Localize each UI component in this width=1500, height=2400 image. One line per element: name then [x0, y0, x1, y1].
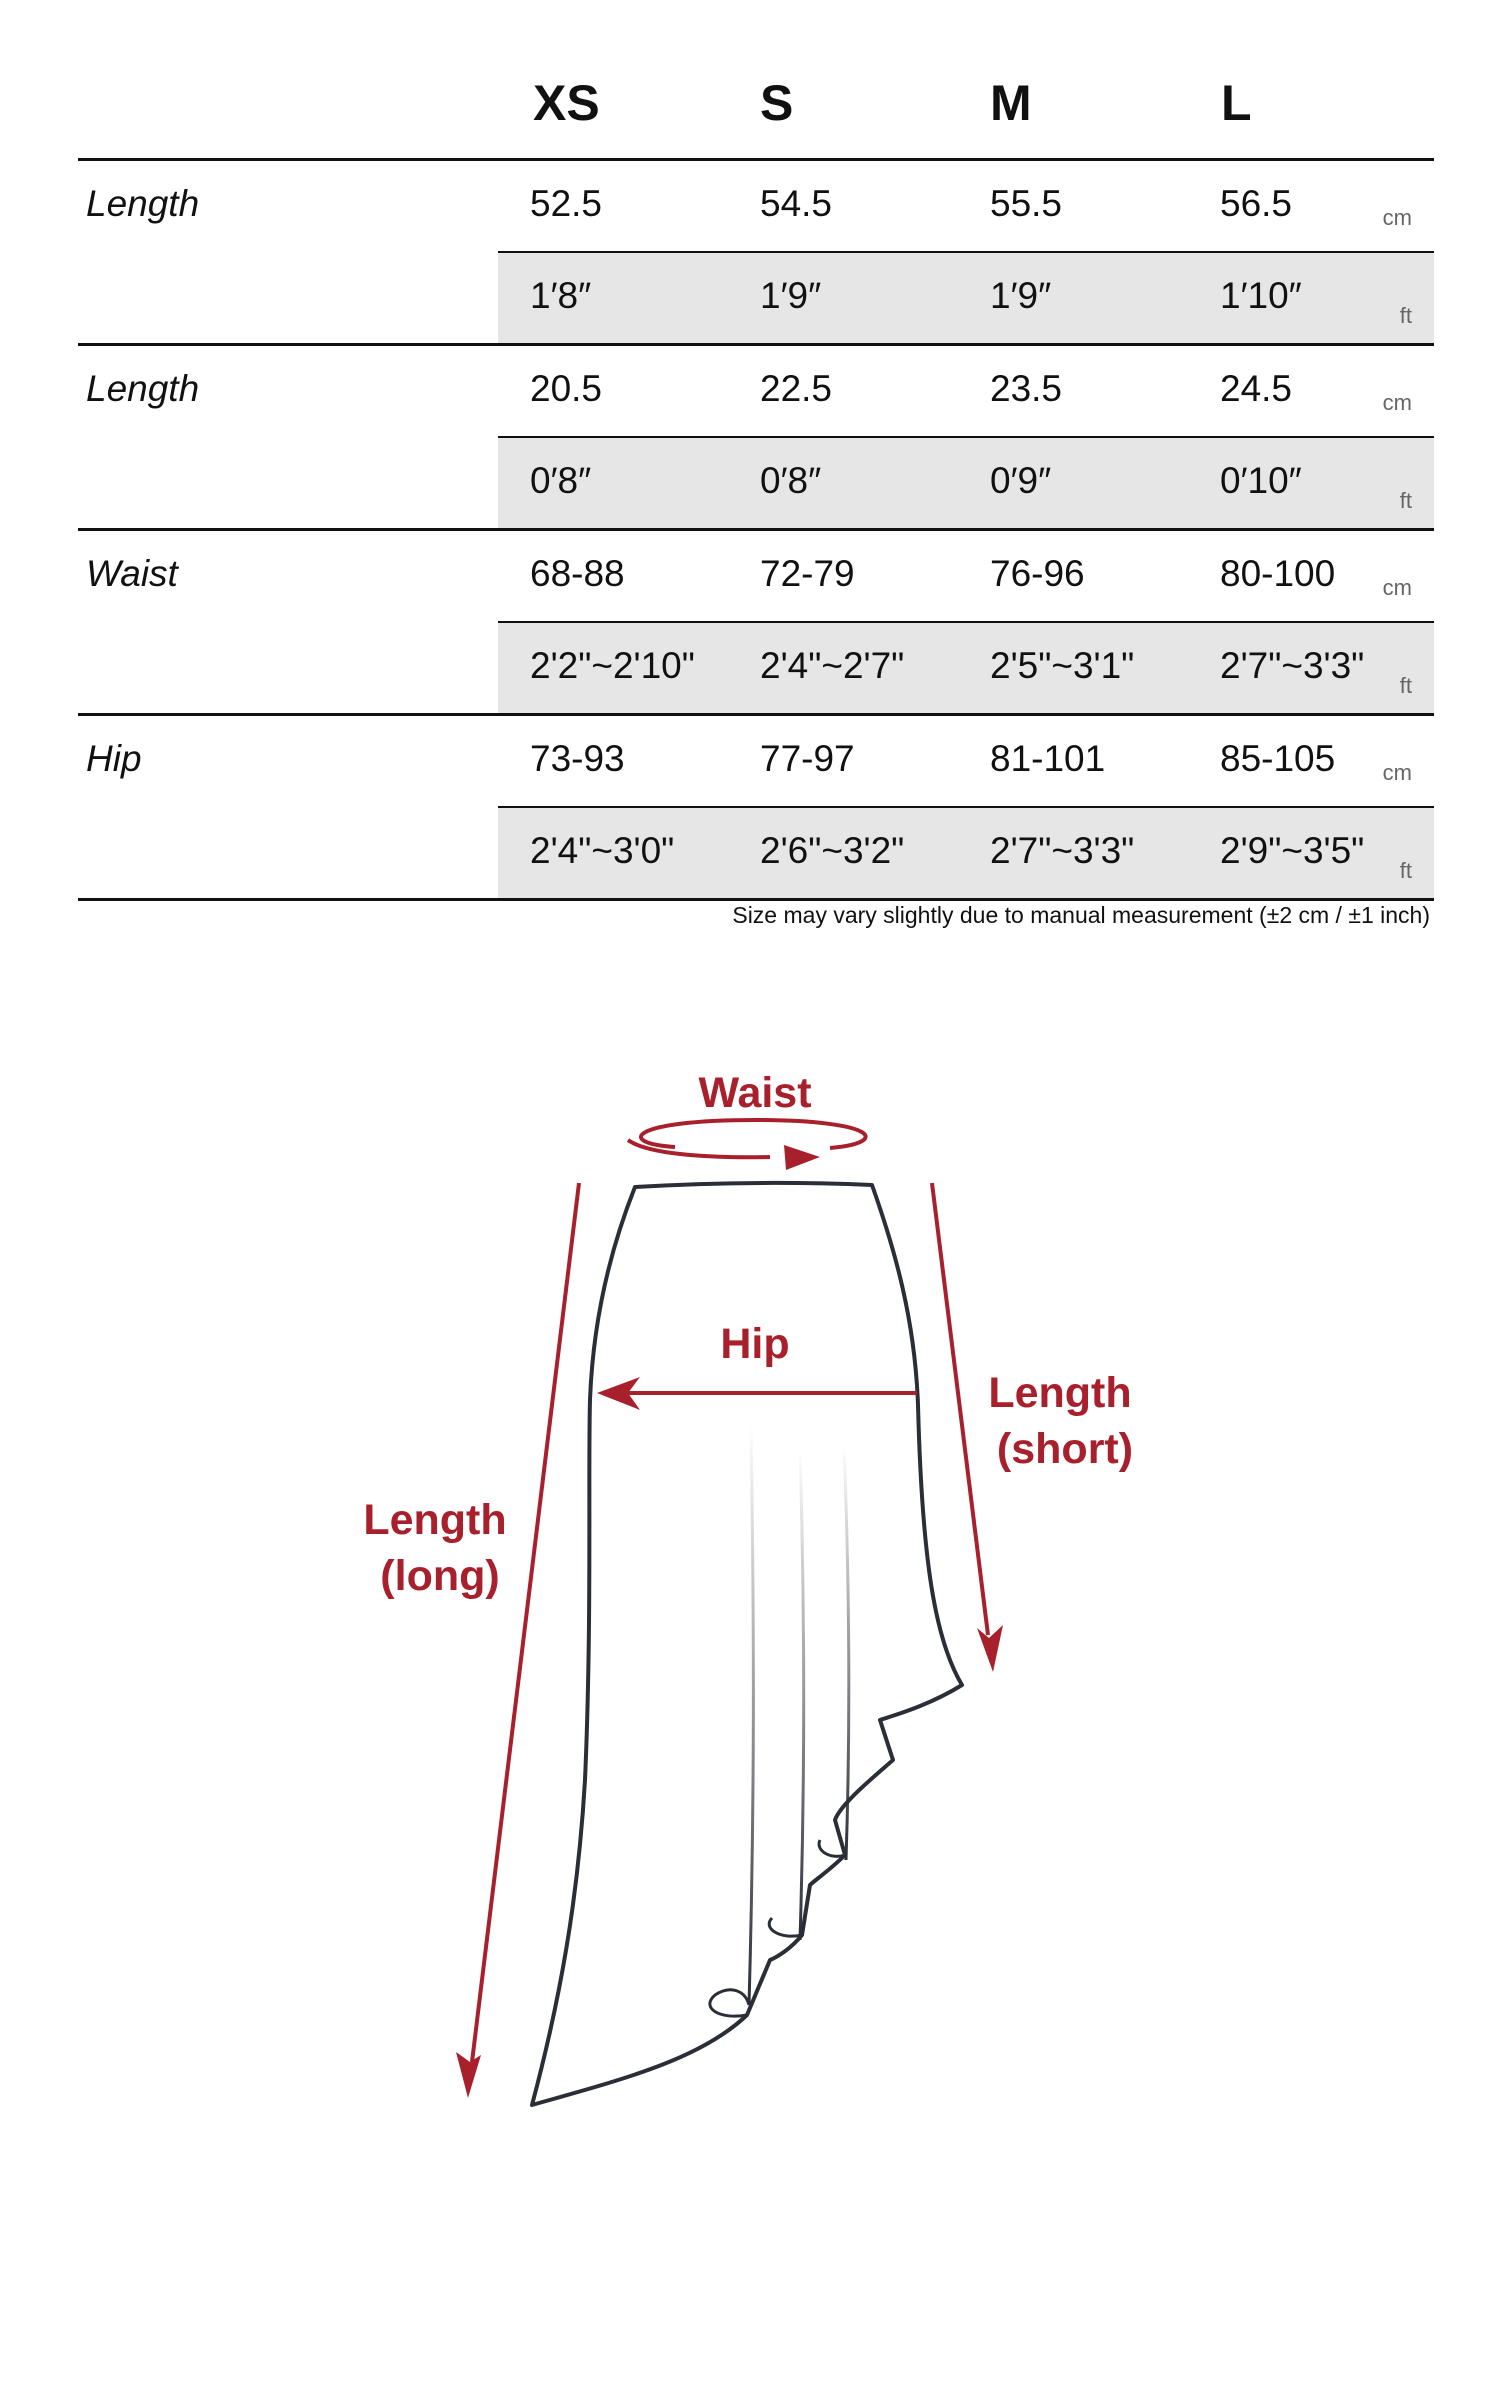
measure-group-length-long [78, 161, 1434, 346]
measure-label: Waist [86, 553, 178, 594]
value-cell: 2'4"~2'7" [760, 645, 905, 686]
value-cell: 2'6"~3'2" [760, 830, 905, 871]
measure-group-hip [78, 716, 1434, 901]
value-cell: 0′10″ [1220, 460, 1302, 501]
ft-row [498, 806, 1434, 898]
size-header-row [78, 60, 1434, 161]
value-cell: 0′8″ [760, 460, 822, 501]
value-cell: 76-96 [990, 553, 1085, 594]
value-cell: 2'9"~3'5" [1220, 830, 1365, 871]
length-short-label-line1: Length [988, 1369, 1132, 1417]
unit-ft: ft [1399, 858, 1412, 883]
value-cell: 52.5 [530, 183, 603, 224]
length-long-label-line2: (long) [380, 1552, 500, 1600]
value-cell: 20.5 [530, 368, 603, 409]
value-cell: 23.5 [990, 368, 1063, 409]
size-header-l: L [1221, 75, 1252, 131]
value-cell: 80-100 [1220, 553, 1336, 594]
value-cell: 24.5 [1220, 368, 1293, 409]
waist-label: Waist [698, 1069, 812, 1117]
length-long-arrow [456, 1183, 579, 2098]
length-long-label-line1: Length [363, 1496, 507, 1544]
value-cell: 1′8″ [530, 275, 592, 316]
value-cell: 0′8″ [530, 460, 592, 501]
size-header-m: M [990, 75, 1032, 131]
unit-cm: cm [1382, 390, 1412, 415]
value-cell: 85-105 [1220, 738, 1336, 779]
cm-row [498, 531, 1434, 620]
value-cell: 56.5 [1220, 183, 1293, 224]
value-cell: 73-93 [530, 738, 625, 779]
unit-ft: ft [1399, 303, 1412, 328]
value-cell: 2'4"~3'0" [530, 830, 675, 871]
value-cell: 2'7"~3'3" [1220, 645, 1365, 686]
value-cell: 2'7"~3'3" [990, 830, 1135, 871]
size-chart-table [78, 60, 1434, 901]
value-cell: 2'5"~3'1" [990, 645, 1135, 686]
unit-cm: cm [1382, 575, 1412, 600]
waist-arrow [628, 1120, 866, 1170]
measure-group-length-short [78, 346, 1434, 531]
unit-cm: cm [1382, 205, 1412, 230]
value-cell: 2'2"~2'10" [530, 645, 695, 686]
cm-row [498, 346, 1434, 435]
unit-ft: ft [1399, 673, 1412, 698]
size-header-s: S [760, 75, 794, 131]
cm-row [498, 716, 1434, 805]
ft-row [498, 621, 1434, 713]
value-cell: 81-101 [990, 738, 1106, 779]
ft-row [498, 251, 1434, 343]
size-header-xs: XS [533, 75, 600, 131]
skirt-diagram [0, 1000, 1500, 2400]
measure-label: Length [86, 368, 200, 409]
value-cell: 1′9″ [760, 275, 822, 316]
value-cell: 0′9″ [990, 460, 1052, 501]
cm-row [498, 161, 1434, 250]
value-cell: 22.5 [760, 368, 833, 409]
ft-row [498, 436, 1434, 528]
value-cell: 54.5 [760, 183, 833, 224]
measure-group-waist [78, 531, 1434, 716]
unit-ft: ft [1399, 488, 1412, 513]
measure-label: Hip [86, 738, 142, 779]
hip-label: Hip [720, 1320, 790, 1368]
value-cell: 77-97 [760, 738, 855, 779]
measurement-note: Size may vary slightly due to manual measurement (±2 cm / ±1 inch) [732, 902, 1430, 928]
length-short-label-line2: (short) [996, 1425, 1134, 1473]
measure-label: Length [86, 183, 200, 224]
value-cell: 55.5 [990, 183, 1063, 224]
value-cell: 68-88 [530, 553, 625, 594]
length-short-arrow [932, 1183, 1003, 1672]
value-cell: 72-79 [760, 553, 855, 594]
value-cell: 1′10″ [1220, 275, 1302, 316]
unit-cm: cm [1382, 760, 1412, 785]
value-cell: 1′9″ [990, 275, 1052, 316]
